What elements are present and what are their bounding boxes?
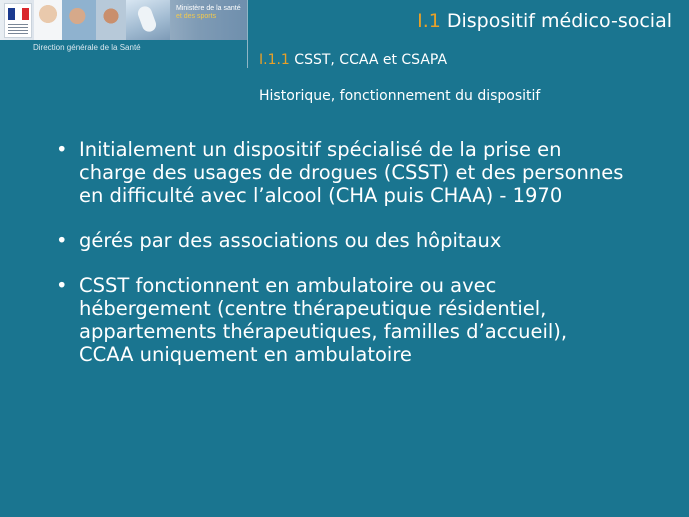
- bullet-item: [56, 274, 626, 366]
- bullet-list: [56, 138, 626, 388]
- header-divider: [247, 0, 248, 68]
- title-text: Dispositif médico-social: [446, 10, 672, 32]
- subtitle-number: I.1.1: [259, 52, 290, 68]
- bullet-marker: •: [56, 229, 68, 252]
- bullet-text: gérés par des associations ou des hôpitaux: [79, 229, 502, 252]
- header-banner: [0, 0, 247, 40]
- republique-francaise-logo: [4, 3, 32, 38]
- bullet-marker: •: [56, 274, 68, 297]
- slide-subtitle: [259, 52, 447, 68]
- ministry-line1: Ministère de la santé: [176, 5, 241, 12]
- ministry-line2: et des sports: [176, 13, 217, 20]
- bullet-text: Initialement un dispositif spécialisé de la prise en charge des usages de drogues (CSST) et des personnes en difficulté avec l’alcool (CHA puis CHAA) - 1970: [79, 138, 624, 207]
- bullet-item: [56, 138, 626, 207]
- direction-label: Direction générale de la Santé: [33, 43, 141, 52]
- title-number: I.1: [417, 10, 441, 32]
- banner-photo-athlete: [126, 0, 170, 40]
- banner-photo-child: [62, 0, 96, 40]
- banner-photo-doctor: [34, 0, 62, 40]
- ministry-label: [176, 5, 241, 21]
- subtitle-text: CSST, CCAA et CSAPA: [294, 52, 448, 68]
- bullet-marker: •: [56, 138, 68, 161]
- bullet-item: [56, 229, 626, 252]
- bullet-text: CSST fonctionnent en ambulatoire ou avec hébergement (centre thérapeutique résidentiel, appartements thérapeutiques, familles d’accueil), CCAA uniquement en ambulatoire: [79, 274, 568, 366]
- slide-title: [417, 10, 672, 32]
- slide-subtitle-2: Historique, fonctionnement du dispositif: [259, 88, 541, 104]
- banner-photo-person: [96, 0, 126, 40]
